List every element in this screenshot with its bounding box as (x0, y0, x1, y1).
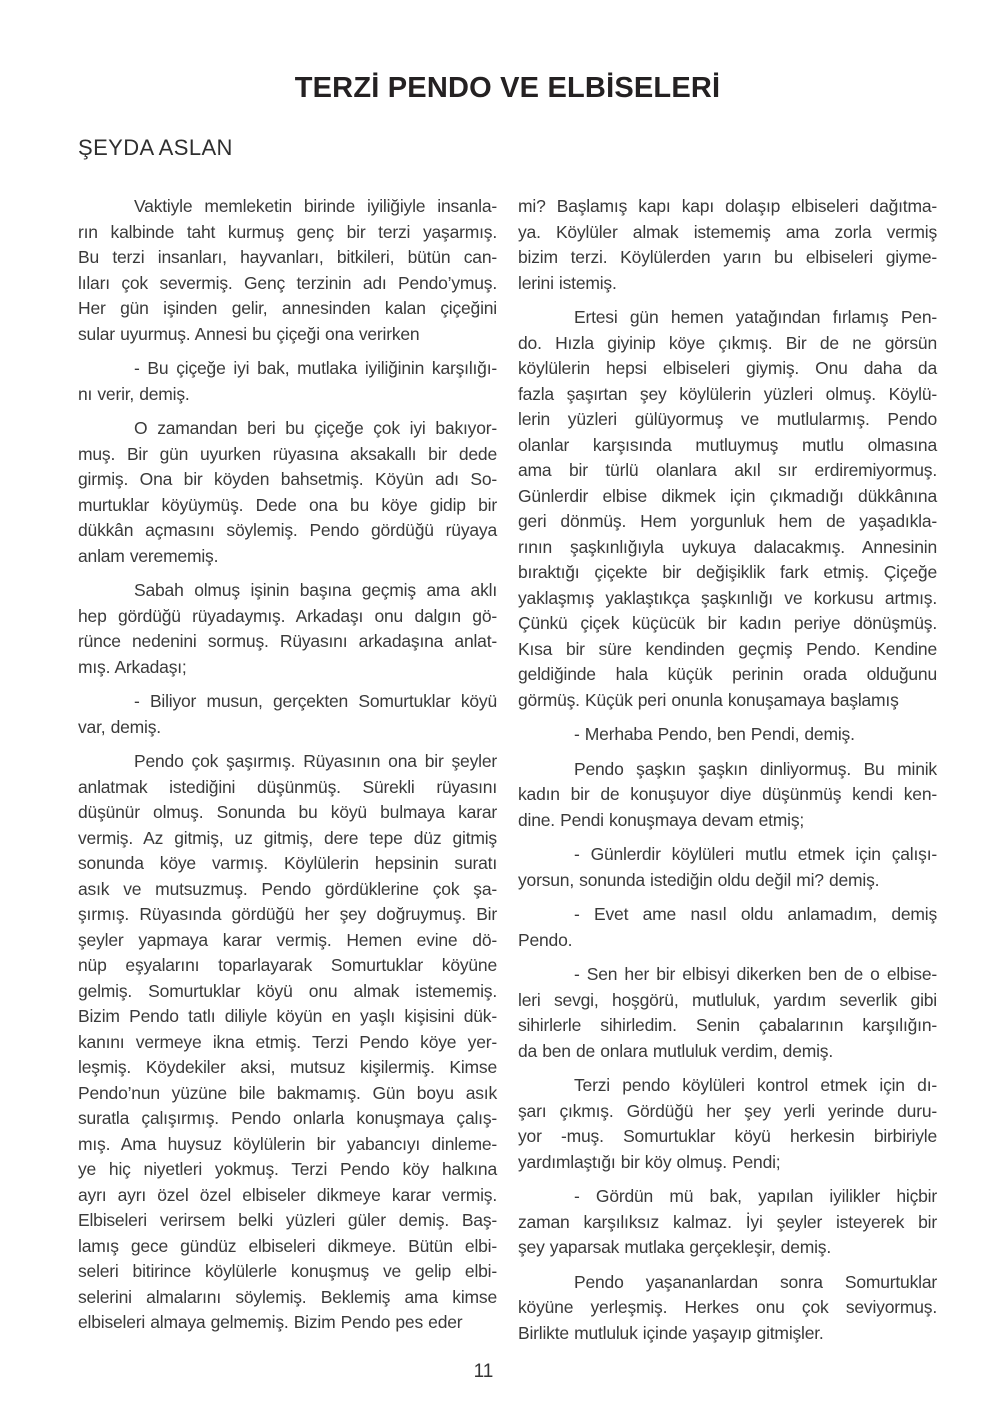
text-line: geldiğinde hala küçük perinin orada olduğunu (518, 664, 937, 684)
page-title: TERZİ PENDO VE ELBİSELERİ (294, 72, 721, 104)
author-name: ŞEYDA ASLAN (78, 135, 233, 160)
text-line: lerini istemiş. (518, 272, 617, 293)
text-line: Kısa bir süre kendinden geçmiş Pendo. Kendine (518, 638, 937, 659)
left-column (78, 194, 497, 1355)
text-line: yaklaşmış yaklaştıkça şaşkınlığı ve korkusu artmış. (518, 587, 937, 608)
text-line: Pendo’nun yüzüne bile bakmamış. Gün boyu asık (78, 1082, 497, 1103)
text-line: ayrı ayrı özel özel elbiseler dikmeye karar vermiş. (78, 1184, 497, 1205)
text-line: bizim terzi. Köylülerden yarın bu elbiseleri giyme- (518, 247, 937, 267)
text-line: lerin yüzleri gülüyormuş ve mutlularmış. Pendo (518, 409, 937, 429)
text-line: Bu terzi insanları, hayvanları, bitkileri, bütün can- (78, 247, 497, 267)
text-line: Günlerdir elbise dikmek için çıkmadığı dükkânına (518, 485, 937, 506)
text-line: Birlikte mutluluk içinde yaşayıp gitmişler. (518, 1322, 824, 1343)
text-line: Terzi pendo köylüleri kontrol etmek için dı- (574, 1075, 937, 1095)
text-line: köylülerin hepsi elbiseleri giymiş. Onu daha da (518, 358, 937, 378)
text-line: Bizim Pendo tatlı diliyle köyün en yaşlı kişisini dük- (78, 1006, 497, 1026)
text-line: nı verir, demiş. (78, 383, 190, 404)
text-line: lıları çok severmiş. Genç terzinin adı Pendo’ymuş. (78, 272, 497, 293)
text-line: mış. Ama huysuz köylülerin bir yabancıyı dinleme- (78, 1133, 497, 1154)
text-line: leri sevgi, hoşgörü, mutluluk, yardım severlik gibi (518, 989, 937, 1010)
paragraph (518, 305, 937, 713)
text-line: bıraktığı çiçekte bir değişiklik fark etmiş. Çiçeğe (518, 562, 937, 582)
text-line: anlam verememiş. (78, 545, 219, 566)
text-line: selerini almalarını söylemiş. Beklemiş ama kimse (78, 1286, 497, 1307)
text-line: görmüş. Küçük peri onunla konuşamaya başlamış (518, 689, 899, 710)
paragraph (518, 962, 937, 1064)
text-line: hep gördüğü rüyadaymış. Arkadaşı onu dalgın gö- (78, 605, 497, 626)
text-line: ya. Köylüler almak istememiş ama zorla vermiş (518, 221, 937, 242)
paragraph (78, 194, 497, 347)
text-line: ye hiç niyetleri yokmuş. Terzi Pendo köy halkına (78, 1159, 497, 1179)
text-line: mış. Arkadaşı; (78, 656, 187, 677)
paragraph (518, 757, 937, 834)
text-line: Ertesi gün hemen yatağından fırlamış Pen- (574, 307, 937, 327)
text-line: Elbiseleri verirsem belki yüzleri güler demiş. Baş- (78, 1210, 497, 1230)
paragraph (518, 842, 937, 893)
text-line: Pendo. (518, 929, 573, 950)
text-line: şey yaparsak mutlaka gerçekleşir, demiş. (518, 1237, 832, 1257)
paragraph (518, 194, 937, 296)
paragraph (518, 902, 937, 953)
text-line: düşünür olmuş. Sonunda bu köyü bulmaya karar (78, 802, 497, 822)
paragraph (518, 1270, 937, 1347)
text-line: dine. Pendi konuşmaya devam etmiş; (518, 809, 805, 830)
text-line: leşmiş. Köydekiler aksi, mutsuz kişilermiş. Kimse (78, 1057, 497, 1077)
text-line: rünce nedenini sormuş. Rüyasını arkadaşına anlat- (78, 631, 497, 651)
text-line: Pendo şaşkın şaşkın dinliyormuş. Bu minik (574, 758, 937, 779)
text-line: yardımlaştığı bir köy olmuş. Pendi; (518, 1151, 781, 1172)
page-number: 11 (473, 1361, 494, 1382)
text-line: ama bir türlü olanlara akıl sır erdiremiyormuş. (518, 460, 937, 480)
text-line: - Sen her bir elbisyi dikerken ben de o elbise- (574, 964, 937, 984)
text-line: var, demiş. (78, 716, 161, 737)
paragraph (78, 578, 497, 680)
paragraph (78, 356, 497, 407)
text-line: yor -muş. Somurtuklar köyü herkesin birbiriyle (518, 1126, 937, 1146)
text-line: seleri bitirince köylülerle konuşmuş ve gelip elbi- (78, 1261, 497, 1281)
text-line: O zamandan beri bu çiçeğe çok iyi bakıyor- (134, 418, 497, 438)
text-line: şeyler yapmaya karar vermiş. Hemen evine dö- (78, 929, 497, 950)
text-line: şarı çıkmış. Gördüğü her şey yerli yerinde duru- (518, 1100, 937, 1121)
text-line: köyüne yerleşmiş. Herkes onu çok seviyormuş. (518, 1297, 937, 1317)
text-line: murtuklar köyüymüş. Dede ona bu köye gidip bir (78, 494, 497, 515)
text-line: - Merhaba Pendo, ben Pendi, demiş. (574, 724, 855, 744)
right-column (518, 194, 937, 1355)
text-line: Çünkü çiçek küçücük bir kadın periye dönüşmüş. (518, 613, 937, 633)
text-columns (78, 194, 937, 1355)
text-line: kanını vermeye ikna etmiş. Terzi Pendo köye yer- (78, 1031, 497, 1052)
text-line: da ben de onlara mutluluk verdim, demiş. (518, 1040, 834, 1061)
text-line: lamış gece gündüz elbiseleri dikmeye. Bütün elbi- (78, 1235, 497, 1256)
text-line: şırmış. Rüyasında gördüğü her şey doğruymuş. Bir (78, 904, 497, 924)
text-line: Pendo çok şaşırmış. Rüyasının ona bir şeyler (134, 751, 497, 771)
text-line: dükkân açmasını söylemiş. Pendo gördüğü rüyaya (78, 520, 497, 540)
text-line: anlatmak istediğini düşünmüş. Sürekli rüyasını (78, 776, 497, 797)
paragraph (78, 749, 497, 1336)
text-line: sihirlerle sihirledim. Senin çabalarının karşılığın- (518, 1015, 937, 1035)
text-line: zaman karşılıksız kalmaz. İyi şeyler isteyerek bir (518, 1211, 937, 1232)
text-line: suratla çalışırmış. Pendo onlarla konuşmaya çalış- (78, 1108, 497, 1128)
text-line: fazla şaşırtan şey köylülerin yüzleri olmuş. Köylü- (518, 383, 937, 404)
text-line: olanlar karşısında mutluymuş mutlu olmasına (518, 434, 937, 455)
paragraph (518, 722, 937, 748)
text-line: geri dönmüş. Hem yorgunluk hem de yaşadıkla- (518, 511, 937, 531)
text-line: - Günlerdir köylüleri mutlu etmek için çalışı- (574, 844, 937, 864)
text-line: - Bu çiçeğe iyi bak, mutlaka iyiliğinin karşılığı- (134, 358, 497, 378)
text-line: Pendo yaşananlardan sonra Somurtuklar (574, 1271, 937, 1292)
text-line: mi? Başlamış kapı kapı dolaşıp elbiseleri dağıtma- (518, 196, 937, 216)
paragraph (518, 1073, 937, 1175)
text-line: rın kalbinde taht kurmuş genç bir terzi yaşarmış. (78, 221, 497, 242)
paragraph (78, 416, 497, 569)
text-line: vermiş. Az gitmiş, uz gitmiş, dere tepe düz gitmiş (78, 827, 497, 848)
text-line: asık ve mutsuzmuş. Pendo gördüklerine çok şa- (78, 878, 497, 899)
text-line: do. Hızla giyinip köye çıkmış. Bir de ne görsün (518, 332, 937, 353)
text-line: Sabah olmuş işinin başına geçmiş ama aklı (134, 580, 497, 600)
text-line: rının şaşkınlığıyla uykuya dalacakmış. Annesinin (518, 536, 937, 557)
text-line: muş. Bir gün uyurken rüyasına aksakallı bir dede (78, 443, 497, 464)
text-line: - Gördün mü bak, yapılan iyilikler hiçbir (574, 1186, 937, 1206)
text-line: Her gün işinden gelir, annesinden kalan çiçeğini (78, 298, 497, 318)
paragraph (78, 689, 497, 740)
text-line: sular uyurmuş. Annesi bu çiçeği ona verirken (78, 323, 420, 344)
text-line: Vaktiyle memleketin birinde iyiliğiyle insanla- (134, 196, 497, 216)
paragraph (518, 1184, 937, 1261)
text-line: - Biliyor musun, gerçekten Somurtuklar köyü (134, 691, 497, 711)
text-line: girmiş. Ona bir köyden bahsetmiş. Köyün adı So- (78, 469, 497, 489)
text-line: gelmiş. Somurtuklar köyü onu almak istememiş. (78, 980, 497, 1001)
text-line: - Evet ame nasıl oldu anlamadım, demiş (574, 904, 937, 924)
text-line: nüp eşyalarını toparlayarak Somurtuklar köyüne (78, 955, 497, 975)
text-line: kadın bir de konuşuyor diye düşünmüş kendi ken- (518, 784, 937, 804)
text-line: sonunda köye varmış. Köylülerin hepsinin suratı (78, 853, 497, 873)
text-line: elbiseleri almaya gelmemiş. Bizim Pendo pes eder (78, 1312, 463, 1332)
text-line: yorsun, sonunda istediğin oldu değil mi? demiş. (518, 869, 880, 890)
